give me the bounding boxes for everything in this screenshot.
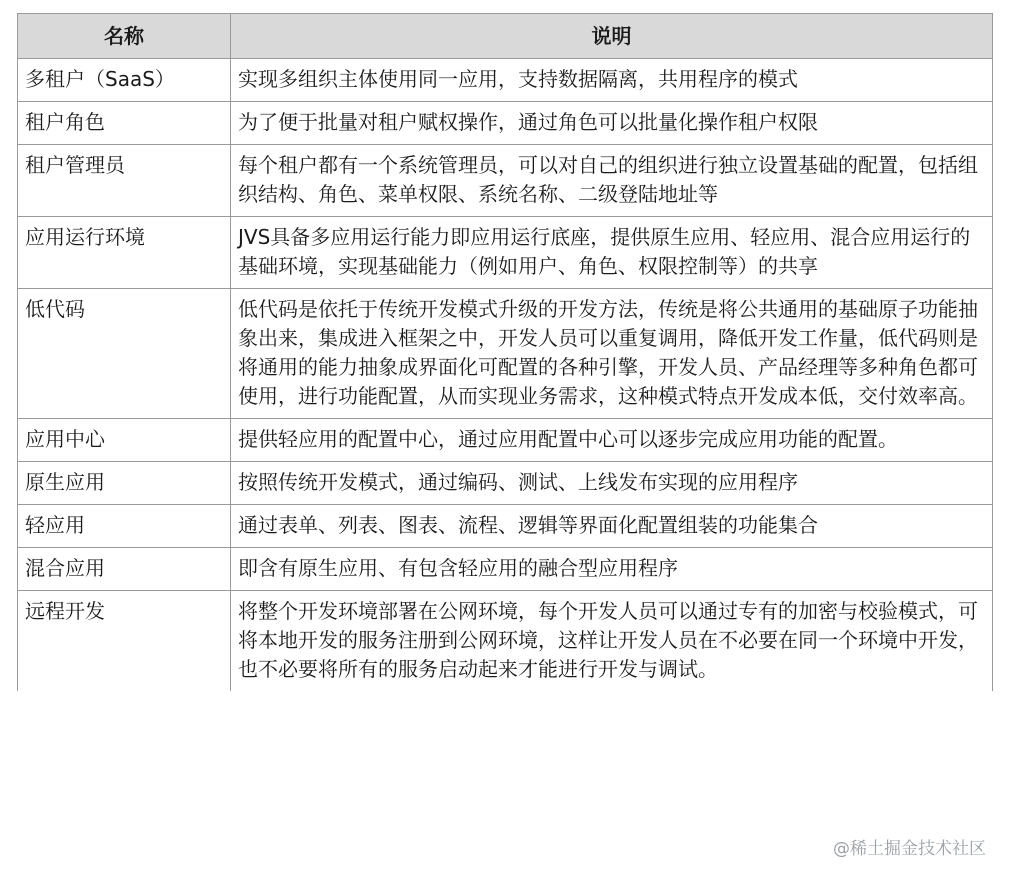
table-row [18,289,993,419]
description-cell: 为了便于批量对租户赋权操作，通过角色可以批量化操作租户权限 [231,102,993,145]
header-name: 名称 [18,14,231,59]
table-row [18,102,993,145]
term-cell: 轻应用 [18,505,231,548]
term-cell: 应用中心 [18,419,231,462]
description-cell: 实现多组织主体使用同一应用，支持数据隔离，共用程序的模式 [231,59,993,102]
description-cell: 每个租户都有一个系统管理员，可以对自己的组织进行独立设置基础的配置，包括组织结构、角色、菜单权限、系统名称、二级登陆地址等 [231,145,993,217]
header-description: 说明 [231,14,993,59]
table-header [18,14,993,59]
description-cell: 将整个开发环境部署在公网环境，每个开发人员可以通过专有的加密与校验模式，可将本地开发的服务注册到公网环境，这样让开发人员在不必要在同一个环境中开发，也不必要将所有的服务启动起来才能进行开发与调试。 [231,591,993,692]
term-cell: 低代码 [18,289,231,419]
table-row [18,548,993,591]
description-cell: 即含有原生应用、有包含轻应用的融合型应用程序 [231,548,993,591]
table-row [18,462,993,505]
table-row [18,59,993,102]
description-cell: 提供轻应用的配置中心，通过应用配置中心可以逐步完成应用功能的配置。 [231,419,993,462]
glossary-table [17,13,993,691]
term-cell: 原生应用 [18,462,231,505]
term-cell: 混合应用 [18,548,231,591]
description-cell: 低代码是依托于传统开发模式升级的开发方法，传统是将公共通用的基础原子功能抽象出来，集成进入框架之中，开发人员可以重复调用，降低开发工作量，低代码则是将通用的能力抽象成界面化可配置的各种引擎，开发人员、产品经理等多种角色都可使用，进行功能配置，从而实现业务需求，这种模式特点开发成本低，交付效率高。 [231,289,993,419]
watermark: @稀土掘金技术社区 [833,839,986,859]
term-cell: 租户角色 [18,102,231,145]
term-cell: 租户管理员 [18,145,231,217]
table-row [18,217,993,289]
table-row [18,419,993,462]
description-cell: 按照传统开发模式，通过编码、测试、上线发布实现的应用程序 [231,462,993,505]
header-row [18,14,993,59]
table-row [18,591,993,692]
term-cell: 应用运行环境 [18,217,231,289]
term-cell: 多租户（SaaS） [18,59,231,102]
description-cell: JVS具备多应用运行能力即应用运行底座，提供原生应用、轻应用、混合应用运行的基础环境，实现基础能力（例如用户、角色、权限控制等）的共享 [231,217,993,289]
term-cell: 远程开发 [18,591,231,692]
description-cell: 通过表单、列表、图表、流程、逻辑等界面化配置组装的功能集合 [231,505,993,548]
table-body [18,59,993,692]
table-row [18,145,993,217]
table-row [18,505,993,548]
